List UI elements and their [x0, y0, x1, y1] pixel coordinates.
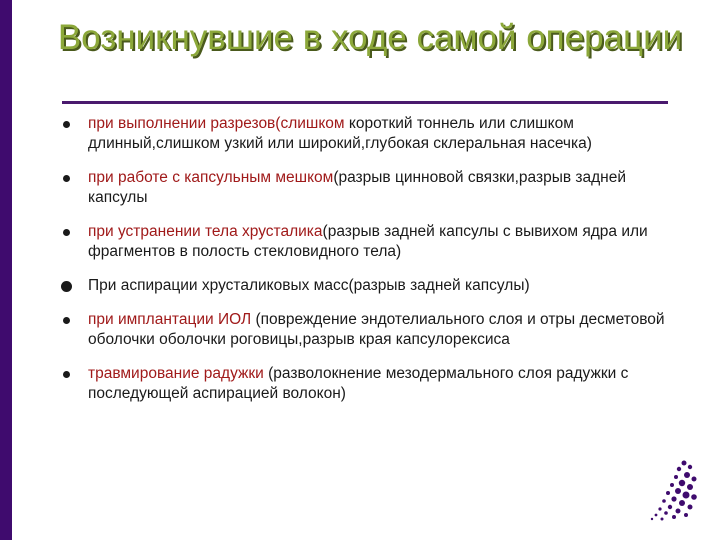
dotted-swirl-logo-icon — [630, 455, 700, 525]
bullet-dot-icon — [63, 175, 70, 182]
bullet-text: (разрыв цинновой связки,разрыв задней капсулы — [88, 169, 627, 206]
bullet-item — [60, 364, 680, 404]
bullet-highlight: при устранении тела хрусталика — [88, 223, 323, 240]
bullet-dot-icon — [63, 371, 70, 378]
bullet-highlight: травмирование радужки — [88, 365, 264, 382]
bullet-item — [60, 168, 680, 208]
bullet-item — [60, 114, 680, 154]
bullet-dot-icon — [63, 121, 70, 128]
bullet-highlight: при имплантации ИОЛ — [88, 311, 252, 328]
bullet-text: (разволокнение мезодермального слоя радужки с последующей аспирацией волокон) — [88, 365, 629, 402]
bullet-text: (повреждение эндотелиального слоя и отры десметовой оболочки оболочки роговицы,разрыв края капсулорексиса — [88, 311, 665, 348]
bullet-dot-icon — [63, 317, 70, 324]
bullet-item — [60, 276, 680, 296]
bullet-dot-icon — [63, 229, 70, 236]
bullet-item — [60, 222, 680, 262]
bullet-text: короткий тоннель или слишком длинный,слишком узкий или широкий,глубокая склеральная насечка) — [88, 115, 592, 152]
bullet-dot-icon — [61, 281, 72, 292]
left-accent-bar — [0, 0, 12, 540]
bullet-item — [60, 310, 680, 350]
bullet-text: (разрыв задней капсулы с вывихом ядра или фрагментов в полость стекловидного тела) — [88, 223, 648, 260]
bullet-text: При аспирации хрусталиковых масс(разрыв задней капсулы) — [88, 277, 530, 294]
bullet-list — [60, 114, 680, 418]
bullet-highlight: при работе с капсульным мешком — [88, 169, 334, 186]
title-underline — [62, 101, 668, 104]
slide-title: Возникнувшие в ходе самой операции — [57, 18, 683, 57]
bullet-highlight: при выполнении разрезов(слишком — [88, 115, 345, 132]
